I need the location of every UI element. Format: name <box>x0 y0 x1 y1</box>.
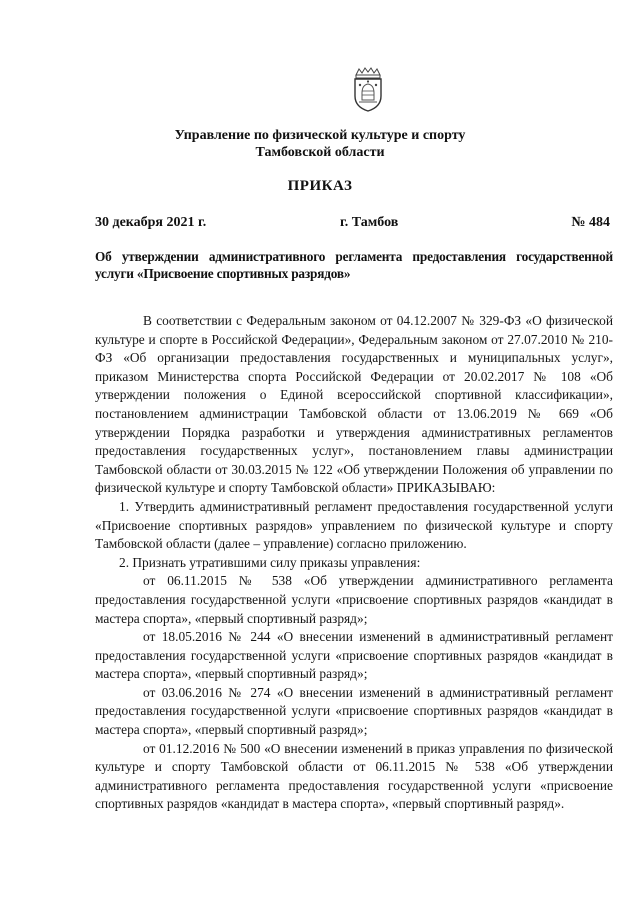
paragraph-item-2: 2. Признать утратившими силу приказы управления: <box>119 554 421 570</box>
paragraph-repealed-4: от 01.12.2016 № 500 «О внесении изменений в приказ управления по физической культуре и спорту Тамбовской области от 06.11.2015 № 538 «Об утверждении административного регламента предоставления государственной услуги «присвоение спортивных разрядов «кандидат в мастера спорта», «первый спортивный разряд». <box>95 740 613 812</box>
document-date: 30 декабря 2021 г. <box>95 215 207 230</box>
paragraph-preamble: В соответствии с Федеральным законом от 04.12.2007 № 329-ФЗ «О физической культуре и спорте в Российской Федерации», Федеральным законом от 27.07.2010 № 210-ФЗ «Об организации предоставления государственных и муниципальных услуг», приказом Министерства спорта Российской Федерации от 20.02.2017 № 108 «Об утверждении положения о Единой всероссийской спортивной классификации», постановлением администрации Тамбовской области от 13.06.2019 № 669 «Об утверждении Порядка разработки и утверждения административных регламентов предоставления государственных услуг», постановлением главы администрации Тамбовской области от 30.03.2015 № 122 «Об утверждении Положения об управлении по физической культуре и спорту Тамбовской области» ПРИКАЗЫВАЮ: <box>95 313 613 496</box>
document-type-title: ПРИКАЗ <box>287 178 353 194</box>
paragraph-repealed-2: от 18.05.2016 № 244 «О внесении изменений в административный регламент предоставления государственной услуги «присвоение спортивных разрядов «кандидат в мастера спорта», «первый спортивный разряд»; <box>95 629 613 682</box>
document-subject: Об утверждении административного регламента предоставления государственной услуги «Присвоение спортивных разрядов» <box>95 249 613 281</box>
document-meta-row <box>95 215 610 233</box>
paragraph-item-1: 1. Утвердить административный регламент предоставления государственной услуги «Присвоение спортивных разрядов» управлением по физической культуре и спорту Тамбовской области (далее – управление) согласно приложению. <box>95 498 613 552</box>
organization-name-line2: Тамбовской области <box>255 145 385 160</box>
document-city: г. Тамбов <box>340 215 399 230</box>
coat-of-arms-icon <box>347 66 389 112</box>
paragraph-repealed-1: от 06.11.2015 № 538 «Об утверждении административного регламента предоставления государственной услуги «присвоение спортивных разрядов «кандидат в мастера спорта», «первый спортивный разряд»; <box>95 573 613 626</box>
paragraph-repealed-3: от 03.06.2016 № 274 «О внесении изменений в административный регламент предоставления государственной услуги «присвоение спортивных разрядов «кандидат в мастера спорта», «первый спортивный разряд»; <box>95 684 613 738</box>
document-number: № 484 <box>571 215 610 230</box>
organization-name-line1: Управление по физической культуре и спорту <box>174 128 466 143</box>
document-body <box>95 312 613 814</box>
